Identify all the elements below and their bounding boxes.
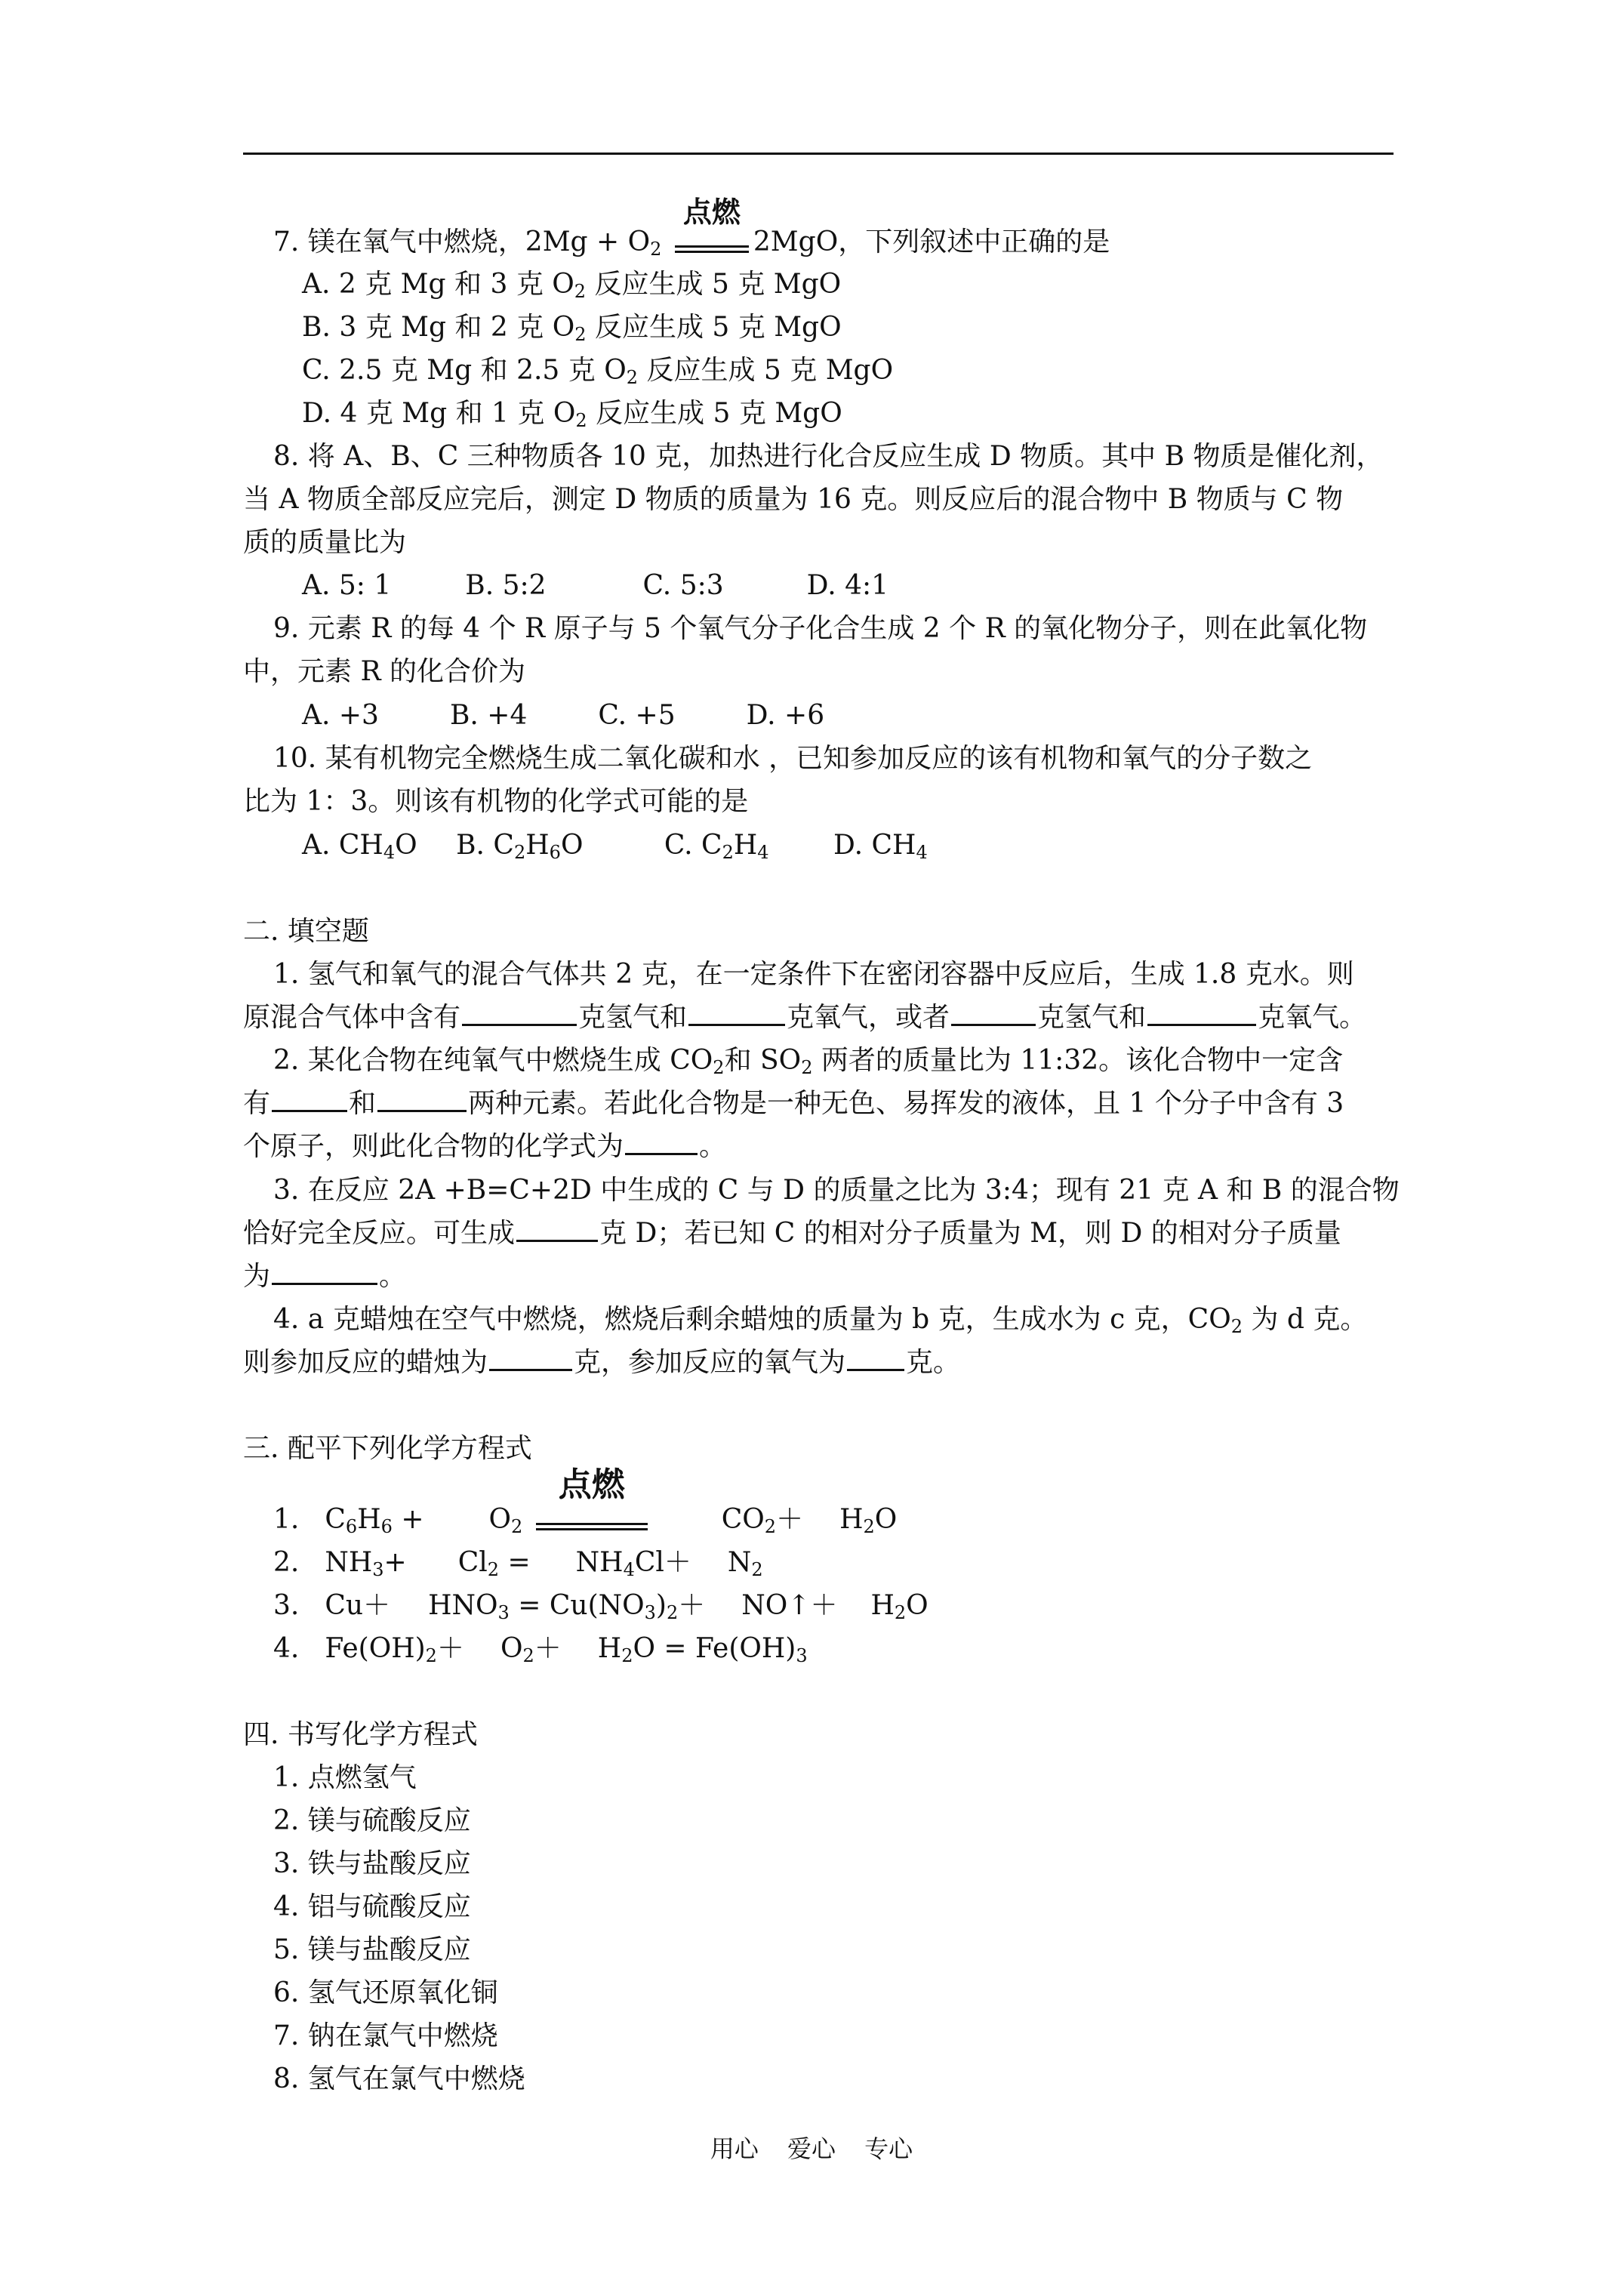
- subscript: 2: [801, 1057, 813, 1078]
- q8-option-b: B. 5:2: [465, 570, 547, 601]
- s2-p2-line-1: [273, 1044, 1343, 1077]
- subscript: 6: [380, 1516, 393, 1537]
- text-segment: 4. a 克蜡烛在空气中燃烧，燃烧后剩余蜡烛的质量为 b 克，生成水为 c 克，CO: [273, 1304, 1231, 1335]
- subscript: 2: [487, 1559, 500, 1580]
- text-segment: H: [870, 1590, 895, 1621]
- subscript: 2: [626, 367, 639, 388]
- balance-eq-1: [273, 1465, 898, 1537]
- text-segment: H: [357, 1504, 381, 1535]
- q8-option-c: C. 5:3: [642, 570, 724, 601]
- subscript: 2: [574, 281, 587, 302]
- text-segment: O: [906, 1590, 929, 1621]
- text-segment: ): [655, 1590, 667, 1621]
- subscript: 3: [644, 1602, 656, 1623]
- q7-option-c: [302, 354, 893, 387]
- subscript: 4: [623, 1559, 635, 1580]
- q7-stem: [273, 196, 1110, 260]
- text-segment: NH: [325, 1547, 373, 1578]
- q10-option-d: [833, 830, 928, 861]
- text-segment: Cl＋: [634, 1547, 691, 1578]
- balance-eq-3: [273, 1589, 929, 1623]
- answer-blank[interactable]: [847, 1346, 904, 1371]
- subscript: 2: [575, 410, 587, 431]
- text-segment: +: [383, 1547, 407, 1578]
- section2-title: 二. 填空题: [243, 916, 369, 947]
- text-segment: 反应生成 5 克 MgO: [638, 355, 894, 386]
- text-segment: 两种元素。若此化合物是一种无色、易挥发的液体，且 1 个分子中含有 3: [468, 1088, 1344, 1119]
- subscript: 2: [764, 1516, 777, 1537]
- subscript: 2: [713, 1057, 725, 1078]
- text-segment: O: [500, 1633, 523, 1664]
- answer-blank[interactable]: [272, 1087, 347, 1112]
- balance-eq-4: [273, 1632, 808, 1666]
- q8-line-2: 当 A 物质全部反应完后，测定 D 物质的质量为 16 克。则反应后的混合物中 B 物质与 C 物: [243, 484, 1344, 515]
- answer-blank[interactable]: [625, 1130, 698, 1155]
- q10-line-2: 比为 1：3。则该有机物的化学式可能的是: [243, 786, 749, 817]
- answer-blank[interactable]: [1147, 1001, 1256, 1026]
- text-segment: O: [874, 1504, 898, 1535]
- text-segment: 有: [243, 1088, 271, 1119]
- s2-p4-line-1: [273, 1303, 1367, 1336]
- q9-line-2: 中，元素 R 的化合价为: [243, 656, 525, 687]
- text-segment: D. 4 克 Mg 和 1 克 O: [302, 398, 576, 429]
- q8-options: [302, 569, 888, 603]
- subscript: 2: [574, 324, 587, 345]
- s2-p3-line-2: [243, 1217, 1341, 1250]
- text-segment: Cu＋: [325, 1590, 391, 1621]
- subscript: 2: [863, 1516, 875, 1537]
- answer-blank[interactable]: [516, 1217, 598, 1242]
- subscript: 2: [666, 1602, 679, 1623]
- condition-label: 点燃: [682, 196, 741, 229]
- q10-option-a: A. $CH_4O$: [302, 830, 417, 863]
- equals-bar-bottom: [675, 251, 749, 253]
- equals-bar-bottom: [536, 1528, 648, 1530]
- subscript: 2: [751, 1559, 763, 1580]
- answer-blank[interactable]: [462, 1001, 577, 1026]
- text-segment: 2. 某化合物在纯氧气中燃烧生成 CO: [273, 1045, 713, 1076]
- q9-option-a: A. +3: [302, 700, 379, 731]
- subscript: 4: [757, 842, 769, 863]
- text-segment: C. C: [664, 830, 722, 861]
- text-segment: 2.: [273, 1547, 300, 1578]
- text-segment: CO: [721, 1504, 765, 1535]
- subscript: 4: [383, 842, 396, 863]
- text-segment: 克氧气。: [1258, 1002, 1367, 1033]
- text-segment: O = Fe(OH): [633, 1633, 796, 1664]
- text-segment: HNO: [428, 1590, 498, 1621]
- text-segment: O: [488, 1504, 511, 1535]
- condition-label: 点燃: [558, 1465, 625, 1504]
- subscript: 2: [894, 1602, 907, 1623]
- q7-option-a: [302, 268, 841, 301]
- answer-blank[interactable]: [272, 1260, 377, 1285]
- list-item: 4. 铝与硫酸反应: [273, 1891, 471, 1922]
- text-segment: 反应生成 5 克 MgO: [586, 312, 842, 343]
- list-item: 3. 铁与盐酸反应: [273, 1848, 471, 1879]
- subscript: 2: [511, 1516, 523, 1537]
- s2-p1-line-1: 1. 氢气和氧气的混合气体共 2 克，在一定条件下在密闭容器中反应后，生成 1.8 克水。则: [273, 959, 1354, 990]
- answer-blank[interactable]: [489, 1346, 572, 1371]
- list-item: 5. 镁与盐酸反应: [273, 1934, 471, 1965]
- text-segment: ＋: [436, 1633, 464, 1664]
- subscript: 3: [372, 1559, 384, 1580]
- s2-p2-line-3: [243, 1130, 726, 1163]
- s2-p1-line-2: [243, 1001, 1366, 1034]
- text-segment: C: [325, 1504, 346, 1535]
- text-segment: NO↑＋: [741, 1590, 838, 1621]
- answer-blank[interactable]: [688, 1001, 785, 1026]
- subscript: 3: [796, 1645, 808, 1666]
- text-segment: 克，参加反应的氧气为: [574, 1347, 846, 1378]
- s2-p3-line-3: [243, 1260, 406, 1293]
- q9-option-c: C. +5: [598, 700, 676, 731]
- q8-option-a: A. 5: 1: [302, 570, 392, 601]
- text-segment: H: [597, 1633, 622, 1664]
- text-segment: 克氢气和: [578, 1002, 688, 1033]
- list-item: 7. 钠在氯气中燃烧: [273, 2020, 498, 2051]
- text-segment: ＋: [678, 1590, 706, 1621]
- text-segment: Fe(OH): [325, 1633, 426, 1664]
- text-segment: 恰好完全反应。可生成: [243, 1218, 516, 1249]
- subscript: 2: [513, 842, 526, 863]
- subscript: 3: [497, 1602, 510, 1623]
- text-segment: A. CH: [302, 830, 383, 861]
- s2-p3-line-1: 3. 在反应 2A +B=C+2D 中生成的 C 与 D 的质量之比为 3:4；现有 21 克 A 和 B 的混合物: [273, 1175, 1400, 1206]
- text-segment: 为 d 克。: [1243, 1304, 1368, 1335]
- text-segment: ＋: [776, 1504, 804, 1535]
- text-segment: D. CH: [833, 830, 916, 861]
- text-segment: ＋: [534, 1633, 562, 1664]
- text-segment: 反应生成 5 克 MgO: [586, 269, 842, 300]
- subscript: 2: [650, 239, 662, 260]
- s2-p4-line-2: [243, 1346, 960, 1379]
- text-segment: 克氢气和: [1037, 1002, 1147, 1033]
- subscript: 2: [522, 1645, 534, 1666]
- q9-options: [302, 699, 824, 732]
- text-segment: 克 D；若已知 C 的相对分子质量为 M，则 D 的相对分子质量: [599, 1218, 1341, 1249]
- subscript: 6: [549, 842, 561, 863]
- subscript: 6: [345, 1516, 358, 1537]
- q9-option-d: D. +6: [746, 700, 825, 731]
- equals-bar-top: [536, 1523, 648, 1525]
- balance-eq-2: [273, 1546, 763, 1579]
- text-segment: 克氧气，或者: [787, 1002, 950, 1033]
- text-segment: 原混合气体中含有: [243, 1002, 461, 1033]
- q8-line-1: 8. 将 A、B、C 三种物质各 10 克，加热进行化合反应生成 D 物质。其中 B 物质是催化剂，: [273, 441, 1384, 472]
- section4-title: 四. 书写化学方程式: [243, 1719, 478, 1750]
- q10-option-b: B. $C_2H_6O$: [456, 830, 584, 863]
- q10-option-c: C. $C_2H_4$: [664, 830, 769, 863]
- list-item: 6. 氢气还原氧化铜: [273, 1977, 498, 2008]
- list-item: 2. 镁与硫酸反应: [273, 1805, 471, 1836]
- text-segment: 和: [349, 1088, 377, 1119]
- subscript: 2: [722, 842, 734, 863]
- q8-option-d: D. 4:1: [806, 570, 889, 601]
- equals-bar-top: [675, 245, 749, 248]
- text-segment: = Cu(NO: [509, 1590, 645, 1621]
- subscript: 2: [1230, 1316, 1243, 1337]
- text-segment: B. 3 克 Mg 和 2 克 O: [302, 312, 575, 343]
- header-rule: [243, 153, 1394, 155]
- q7-option-d: [302, 397, 842, 430]
- text-segment: 和 SO: [724, 1045, 802, 1076]
- list-item: 8. 氢气在氯气中燃烧: [273, 2063, 525, 2094]
- text-segment: N: [727, 1547, 752, 1578]
- text-segment: 个原子，则此化合物的化学式为: [243, 1131, 624, 1162]
- text-segment: 3.: [273, 1590, 300, 1621]
- q7-option-b: [302, 311, 842, 344]
- q7-stem-text-2: 2MgO，下列叙述中正确的是: [753, 227, 1110, 257]
- text-segment: A. 2 克 Mg 和 3 克 O: [302, 269, 574, 300]
- text-segment: 4.: [273, 1633, 300, 1664]
- q9-option-b: B. +4: [449, 700, 528, 731]
- text-segment: 为: [243, 1261, 271, 1292]
- answer-blank[interactable]: [377, 1087, 467, 1112]
- text-segment: 则参加反应的蜡烛为: [243, 1347, 488, 1378]
- s2-p2-line-2: [243, 1087, 1344, 1120]
- reaction-condition: [531, 1465, 652, 1536]
- subscript: 4: [916, 842, 928, 863]
- text-segment: +: [392, 1504, 424, 1535]
- q7-stem-text: 7. 镁在氧气中燃烧，2Mg + O: [273, 227, 651, 257]
- reaction-condition: [670, 196, 753, 259]
- text-segment: 两者的质量比为 11:32。该化合物中一定含: [812, 1045, 1344, 1076]
- q8-line-3: 质的质量比为: [243, 527, 407, 558]
- subscript: 2: [621, 1645, 633, 1666]
- text-segment: NH: [575, 1547, 624, 1578]
- page-footer: 用心 爱心 专心: [710, 2134, 913, 2163]
- answer-blank[interactable]: [951, 1001, 1036, 1026]
- text-segment: =: [499, 1547, 531, 1578]
- text-segment: Cl: [457, 1547, 488, 1578]
- text-segment: 克。: [906, 1347, 961, 1378]
- section3-title: 三. 配平下列化学方程式: [243, 1433, 532, 1464]
- list-item: 1. 点燃氢气: [273, 1762, 417, 1793]
- text-segment: 。: [699, 1131, 727, 1162]
- text-segment: 1.: [273, 1504, 300, 1535]
- subscript: 2: [425, 1645, 437, 1666]
- q10-line-1: 10. 某有机物完全燃烧生成二氧化碳和水 ，已知参加反应的该有机物和氧气的分子数之: [273, 743, 1313, 774]
- text-segment: 。: [379, 1261, 407, 1292]
- q10-options: [302, 829, 928, 862]
- text-segment: C. 2.5 克 Mg 和 2.5 克 O: [302, 355, 627, 386]
- text-segment: H: [839, 1504, 864, 1535]
- q9-line-1: 9. 元素 R 的每 4 个 R 原子与 5 个氧气分子化合生成 2 个 R 的氧化物分子，则在此氧化物: [273, 613, 1368, 644]
- text-segment: B. C: [456, 830, 514, 861]
- text-segment: 反应生成 5 克 MgO: [587, 398, 842, 429]
